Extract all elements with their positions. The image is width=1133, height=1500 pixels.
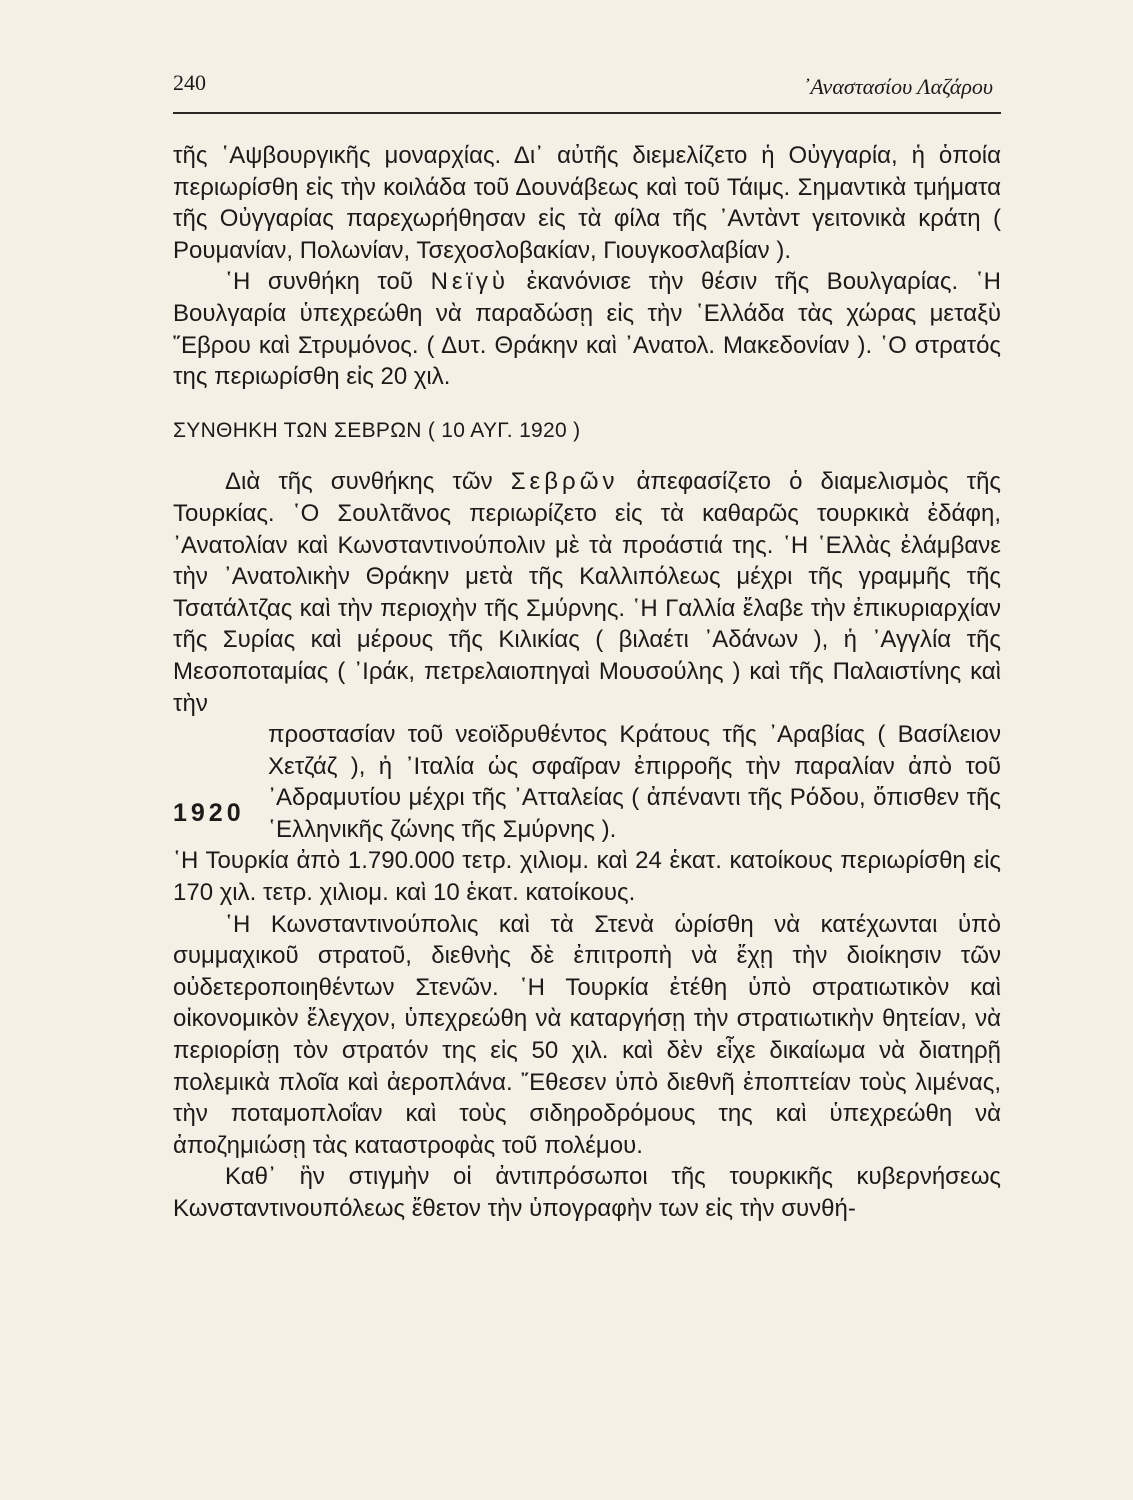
paragraph-3-text-b: ἀπεφασίζετο ὁ διαμελισμὸς τῆς Τουρκίας. ῾Ο Σουλτᾶνος περιωρίζετο εἰς τὰ καθαρῶς τουρκικὰ ἐδάφη, ᾿Ανατολίαν καὶ Κωνσταντινούπολιν μὲ τὰ προάστιά της. ῾Η ῾Ελλὰς ἐλάμβανε τὴν ᾿Ανατολικὴν Θράκην μετὰ τῆς Καλλιπόλεως μέχρι τῆς γραμμῆς τῆς Τσατάλτζας καὶ τὴν περιοχὴν τῆς Σμύρνης. ῾Η Γαλλία ἔλαβε τὴν ἐπικυριαρχίαν τῆς Συρίας καὶ μέρους τῆς Κιλικίας ( βιλαέτι ᾿Αδάνων ), ἡ ᾿Αγγλία τῆς Μεσοποταμίας ( ᾿Ιράκ, πετρελαιοπηγαὶ Μουσούλης ) καὶ τῆς Παλαιστίνης καὶ τὴν — [173, 468, 1001, 717]
paragraph-2 — [173, 266, 1001, 392]
margin-note-block — [173, 719, 1001, 845]
margin-year: 1920 — [173, 799, 245, 828]
header-rule — [173, 112, 1001, 114]
paragraph-2-text-b: ἐκανόνισε τὴν θέσιν τῆς Βουλγαρίας. ῾Η Βουλγαρία ὑπεχρεώθη νὰ παραδώσῃ εἰς τὴν ῾Ελλάδα τὰς χώρας μεταξὺ ῞Εβρου καὶ Στρυμόνος. ( Δυτ. Θράκην καὶ ᾿Ανατολ. Μακεδονίαν ). ῾Ο στρατός της περιωρίσθη εἰς 20 χιλ. — [173, 268, 1002, 391]
paragraph-3-text-a: Διὰ τῆς συνθήκης τῶν — [225, 468, 511, 496]
paragraph-3-continued: προστασίαν τοῦ νεοϊδρυθέντος Κράτους τῆς ᾿Αραβίας ( Βασίλειον Χετζάζ ), ἡ ᾿Ιταλία ὡς σφαῖραν ἐπιρροῆς τὴν παραλίαν ἀπὸ τοῦ ᾿Αδραμυτίου μέχρι τῆς ᾿Ατταλείας ( ἀπέναντι τῆς Ρόδου, ὄπισθεν τῆς ῾Ελληνικῆς ζώνης τῆς Σμύρνης ). — [268, 721, 1001, 843]
paragraph-2-text-a: ῾Η συνθήκη τοῦ — [225, 268, 431, 296]
page-number: 240 — [173, 70, 206, 95]
running-head: ᾿Αναστασίου Λαζάρου — [803, 74, 993, 99]
paragraph-3-tail: ῾Η Τουρκία ἀπὸ 1.790.000 τετρ. χιλιομ. καὶ 24 ἑκατ. κατοίκους περιωρίσθη εἰς 170 χιλ. τετρ. χιλιομ. καὶ 10 ἑκατ. κατοίκους. — [173, 847, 1001, 907]
spaced-name-neuilly: Νεϊγὺ — [430, 268, 510, 296]
page-body — [173, 140, 1001, 1225]
section-heading: ΣΥΝΘΗΚΗ ΤΩΝ ΣΕΒΡΩΝ ( 10 ΑΥΓ. 1920 ) — [173, 418, 581, 442]
paragraph-3 — [173, 466, 1001, 719]
paragraph-5: Καθ᾿ ἣν στιγμὴν οἱ ἀντιπρόσωποι τῆς τουρκικῆς κυβερνήσεως Κωνσταντινουπόλεως ἔθετον τὴν ὑπογραφὴν των εἰς τὴν συνθή- — [173, 1163, 1001, 1222]
paragraph-1: τῆς ῾Αψβουργικῆς μοναρχίας. Δι᾿ αὐτῆς διεμελίζετο ἡ Οὐγγαρία, ἡ ὁποία περιωρίσθη εἰς τὴν κοιλάδα τοῦ Δουνάβεως καὶ τοῦ Τάιμς. Σημαντικὰ τμήματα τῆς Οὐγγαρίας παρεχωρήθησαν εἰς τὰ φίλα τῆς ᾿Αντὰντ γειτονικὰ κράτη ( Ρουμανίαν, Πολωνίαν, Τσεχοσλοβακίαν, Γιουγκοσλαβίαν ). — [173, 142, 1001, 264]
paragraph-4: ῾Η Κωνσταντινούπολις καὶ τὰ Στενὰ ὡρίσθη νὰ κατέχωνται ὑπὸ συμμαχικοῦ στρατοῦ, διεθνὴς δὲ ἐπιτροπὴ νὰ ἔχῃ τὴν διοίκησιν τῶν οὐδετεροποιηθέντων Στενῶν. ῾Η Τουρκία ἐτέθη ὑπὸ στρατιωτικὸν καὶ οἰκονομικὸν ἔλεγχον, ὑπεχρεώθη νὰ καταργήσῃ τὴν στρατιωτικὴν θητείαν, νὰ περιορίσῃ τὸν στρατόν της εἰς 50 χιλ. καὶ δὲν εἶχε δικαίωμα νὰ διατηρῇ πολεμικὰ πλοῖα καὶ ἀεροπλάνα. ῎Εθεσεν ὑπὸ διεθνῆ ἐποπτείαν τοὺς λιμένας, τὴν ποταμοπλοΐαν καὶ τοὺς σιδηροδρόμους της καὶ ὑπεχρεώθη νὰ ἀποζημιώσῃ τὰς καταστροφὰς τοῦ πολέμου. — [173, 910, 1001, 1159]
spaced-name-sevres: Σεβρῶν — [510, 468, 619, 496]
